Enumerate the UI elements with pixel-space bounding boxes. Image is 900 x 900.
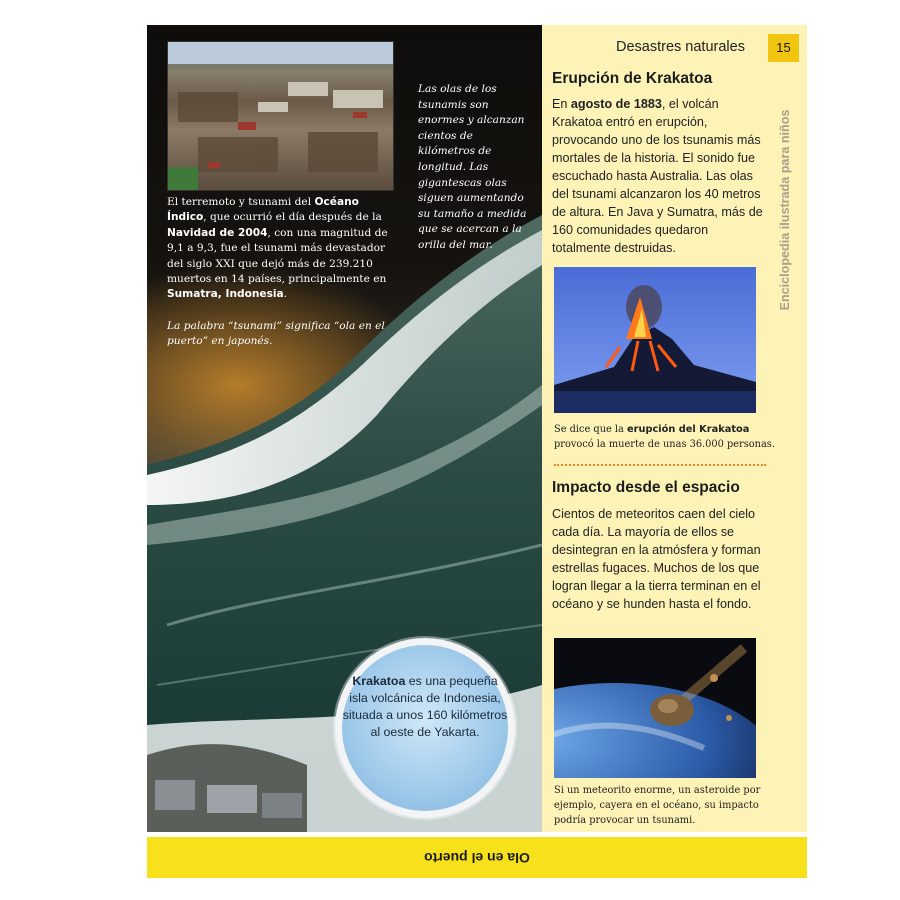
- side-vertical-title: Enciclopedia ilustrada para niños: [778, 109, 792, 311]
- tsunami-debris-photo: [167, 41, 394, 191]
- impact-body: Cientos de meteoritos caen del cielo cada día. La mayoría de ellos se desintegran en la atmósfera y forman estrellas fugaces. Muchos de los que logran llegar a la tierra terminan en el océano y se hunden hasta el fondo.: [552, 507, 761, 611]
- right-column: [542, 25, 807, 832]
- indian-ocean-caption: El terremoto y tsunami del Océano Índico, que ocurrió el día después de la Navidad de 2004, con una magnitud de 9,1 a 9,3, fue el tsunami más devastador del siglo XXI que dejó más de 239.210 muertos en 14 países, principalmente en Sumatra, Indonesia.: [167, 196, 388, 301]
- bottom-band-text: Ola en el puerto: [424, 850, 530, 866]
- tsunami-wave-photo: [147, 25, 542, 832]
- section-title: Desastres naturales: [616, 39, 745, 55]
- volcano-caption: Se dice que la erupción del Krakatoa provocó la muerte de unas 36.000 personas.: [554, 424, 775, 450]
- tsunami-meaning-text: La palabra “tsunami” significa “ola en el puerto” en japonés.: [167, 320, 385, 348]
- dotted-divider: [554, 464, 766, 466]
- meteorite-caption: Si un meteorito enorme, un asteroide por ejemplo, cayera en el océano, su impacto podría provocar un tsunami.: [554, 785, 761, 826]
- book-page: [147, 25, 807, 878]
- impact-heading: Impacto desde el espacio: [552, 479, 740, 496]
- krakatoa-body: En agosto de 1883, el volcán Krakatoa entró en erupción, provocando uno de los tsunamis más mortales de la historia. El sonido fue escuchado hasta Australia. Las olas del tsunami alcanzaron los 40 metros de altura. En Java y Sumatra, más de 160 comunidades quedaron totalmente destruidas.: [552, 97, 763, 255]
- bubble-text: Krakatoa es una pequeña isla volcánica de Indonesia, situada a unos 160 kilómetros al oeste de Yakarta.: [342, 674, 508, 739]
- bottom-band: [147, 837, 807, 878]
- meteorite-image: [554, 638, 756, 778]
- volcano-eruption-image: [554, 267, 756, 413]
- page-number: 15: [768, 34, 799, 62]
- tsunami-waves-note: Las olas de los tsunamis son enormes y alcanzan cientos de kilómetros de longitud. Las gigantescas olas siguen aumentando su tamaño a medida que se acercan a la orilla del mar.: [418, 83, 527, 251]
- krakatoa-heading: Erupción de Krakatoa: [552, 70, 713, 87]
- krakatoa-info-bubble: [335, 638, 515, 818]
